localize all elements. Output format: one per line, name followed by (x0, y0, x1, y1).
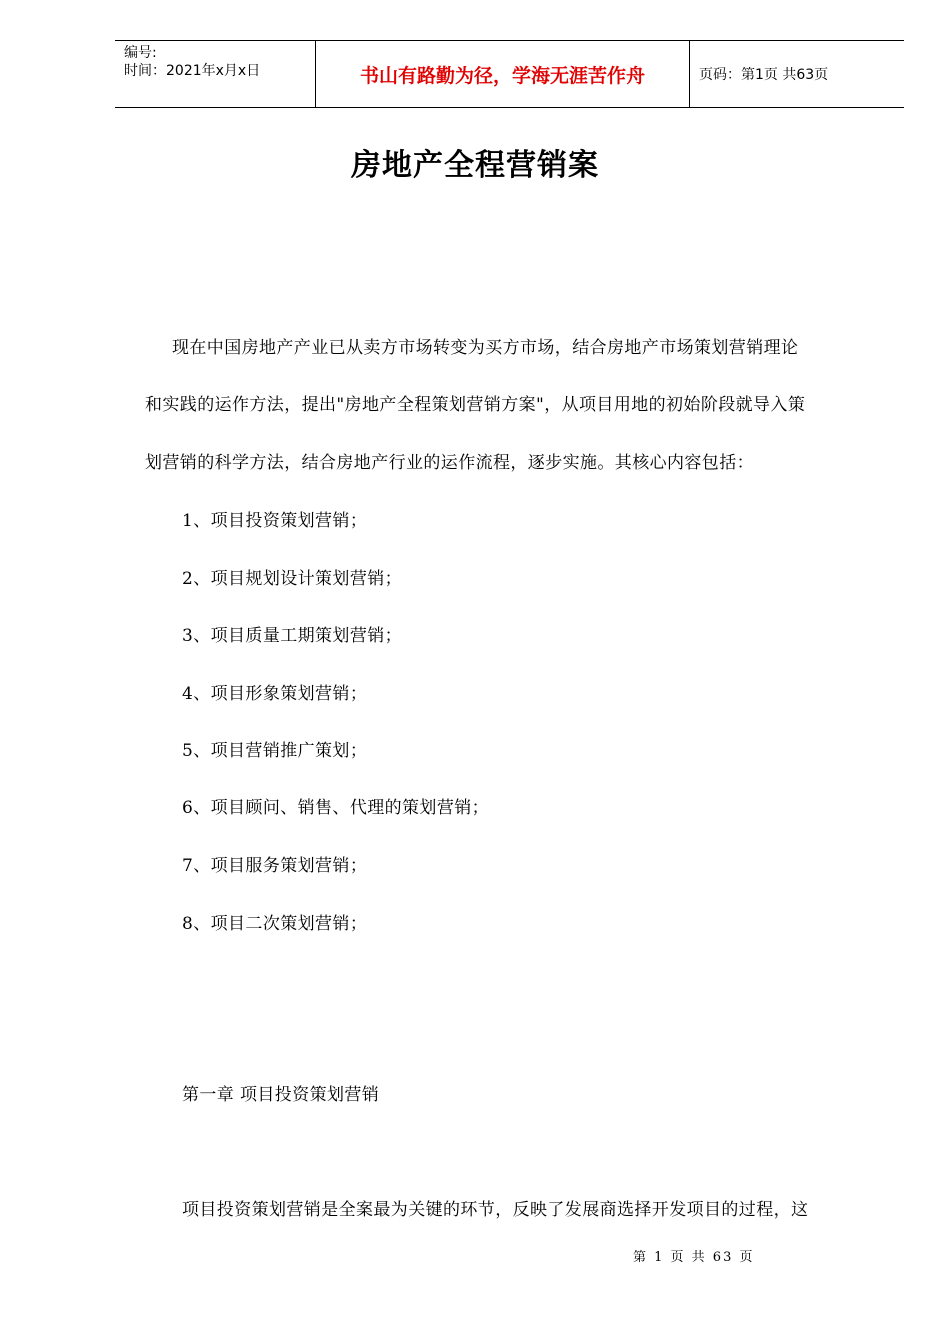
page-header (115, 40, 904, 108)
intro-line-2: 和实践的运作方法，提出"房地产全程策划营销方案"，从项目用地的初始阶段就导入策 (145, 395, 806, 415)
document-title: 房地产全程营销案 (351, 148, 599, 183)
list-item: 5、项目营销推广策划； (182, 741, 368, 761)
list-item: 2、项目规划设计策划营销； (182, 569, 403, 589)
chapter-paragraph-line: 项目投资策划营销是全案最为关键的环节，反映了发展商选择开发项目的过程，这 (182, 1200, 809, 1220)
intro-line-1: 现在中国房地产产业已从卖方市场转变为买方市场，结合房地产市场策划营销理论 (172, 338, 799, 358)
intro-line-3: 划营销的科学方法，结合房地产行业的运作流程，逐步实施。其核心内容包括： (145, 453, 754, 473)
chapter-heading: 第一章 项目投资策划营销 (182, 1085, 380, 1105)
header-meta-cell (115, 41, 316, 107)
list-item: 8、项目二次策划营销； (182, 914, 368, 934)
header-number-label: 编号: (124, 45, 157, 61)
header-motto: 书山有路勤为径，学海无涯苦作舟 (316, 41, 690, 107)
header-time-label: 时间：2021年x月x日 (124, 63, 261, 79)
list-item: 7、项目服务策划营销； (182, 856, 368, 876)
list-item: 1、项目投资策划营销； (182, 511, 368, 531)
list-item: 4、项目形象策划营销； (182, 684, 368, 704)
list-item: 3、项目质量工期策划营销； (182, 626, 403, 646)
page-footer: 第 1 页 共 63 页 (633, 1250, 755, 1265)
header-page-info: 页码：第1页 共63页 (699, 67, 829, 83)
list-item: 6、项目顾问、销售、代理的策划营销； (182, 798, 490, 818)
